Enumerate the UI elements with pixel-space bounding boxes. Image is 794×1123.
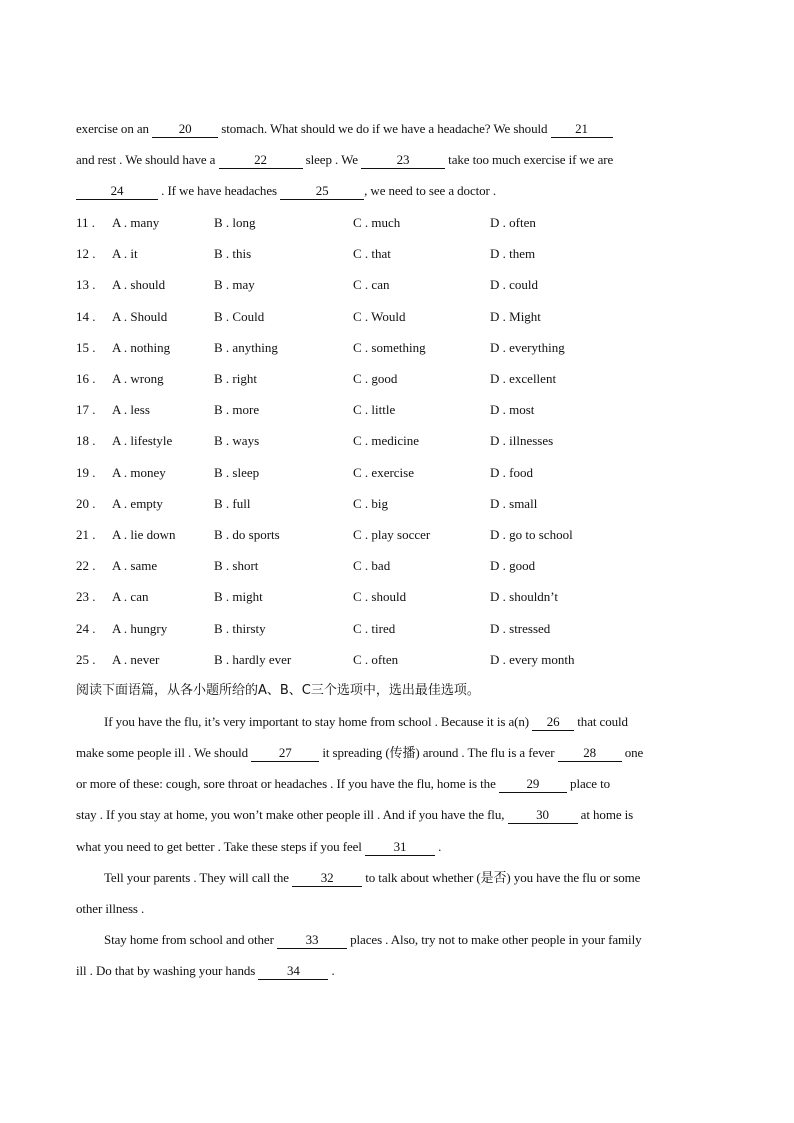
blank-27: 27 — [251, 745, 319, 762]
passage-text: place to — [566, 776, 611, 791]
option-a: A . Should — [112, 308, 168, 324]
option-b: B . hardly ever — [214, 651, 292, 667]
option-c: C . bad — [353, 558, 391, 574]
option-a: A . it — [112, 246, 138, 262]
question-row — [76, 306, 726, 328]
option-a: A . less — [112, 402, 150, 418]
option-c: C . play soccer — [353, 527, 431, 542]
passage-text: what you need to get better . Take these steps if you feel — [76, 839, 365, 854]
passage-line — [104, 928, 726, 952]
option-b: B . short — [214, 558, 259, 574]
option-b: B . Could — [214, 308, 265, 324]
blank-26: 26 — [532, 714, 574, 731]
passage-text: , we need to see a doctor . — [364, 183, 497, 198]
option-d: D . illnesses — [490, 433, 554, 449]
option-d: D . stressed — [490, 620, 551, 636]
option-d: D . good — [490, 558, 536, 574]
passage-text: or more of these: cough, sore throat or headaches . If you have the flu, home is the — [76, 776, 499, 791]
question-number: 17 . — [76, 402, 96, 418]
option-c: C . Would — [353, 308, 406, 324]
passage-line — [76, 772, 726, 796]
passage-text: exercise on an — [76, 121, 153, 136]
passage-text: . — [328, 963, 335, 978]
option-d: D . everything — [490, 339, 565, 355]
option-c: C . can — [353, 277, 390, 293]
blank-28: 28 — [558, 745, 622, 762]
passage-line — [76, 803, 726, 827]
blank-24: 24 — [76, 183, 158, 200]
blank-29: 29 — [499, 776, 567, 793]
passage-line — [76, 148, 726, 172]
blank-23: 23 — [361, 152, 445, 169]
option-c: C . should — [353, 589, 407, 605]
passage-text: ill . Do that by washing your hands — [76, 963, 259, 978]
option-b: B . may — [214, 277, 255, 293]
option-b: B . sleep — [214, 464, 260, 480]
passage-text: sleep . We — [302, 152, 362, 167]
question-number: 22 . — [76, 558, 96, 574]
option-c: C . good — [353, 371, 398, 386]
blank-34: 34 — [258, 963, 328, 980]
option-a: A . hungry — [112, 620, 168, 636]
question-number: 12 . — [76, 246, 96, 262]
option-a: A . never — [112, 651, 160, 667]
blank-32: 32 — [292, 870, 362, 887]
passage-line — [76, 835, 726, 859]
option-b: B . do sports — [214, 527, 280, 542]
question-number: 24 . — [76, 620, 96, 636]
option-c: C . exercise — [353, 464, 415, 480]
passage-text: it spreading (传播) around . The flu is a fever — [319, 745, 558, 760]
option-c: C . medicine — [353, 433, 420, 449]
passage-text: that could — [574, 714, 628, 729]
option-b: B . ways — [214, 433, 260, 449]
passage-line — [76, 741, 726, 765]
option-b: B . this — [214, 246, 252, 262]
option-d: D . could — [490, 277, 539, 293]
question-row — [76, 618, 726, 640]
question-row — [76, 274, 726, 296]
passage-text: . — [434, 839, 442, 854]
option-b: B . might — [214, 589, 263, 605]
option-d: D . Might — [490, 308, 541, 324]
option-a: A . lifestyle — [112, 433, 173, 449]
option-c: C . something — [353, 339, 426, 355]
question-number: 15 . — [76, 339, 96, 355]
question-row — [76, 524, 726, 546]
option-b: B . right — [214, 371, 257, 386]
question-row — [76, 337, 726, 359]
option-a: A . wrong — [112, 371, 164, 386]
question-number: 16 . — [76, 371, 96, 386]
option-a: A . nothing — [112, 339, 171, 355]
option-a: A . should — [112, 277, 166, 293]
option-d: D . often — [490, 215, 536, 230]
option-c: C . tired — [353, 620, 396, 636]
option-a: A . can — [112, 589, 149, 605]
passage-line — [76, 179, 726, 203]
option-b: B . anything — [214, 339, 278, 355]
section-instruction: 阅读下面语篇，从各小题所给的A、B、C三个选项中，选出最佳选项。 — [76, 683, 480, 698]
question-number: 19 . — [76, 464, 96, 480]
option-c: C . often — [353, 651, 399, 667]
option-b: B . full — [214, 495, 251, 511]
passage-text: one — [621, 745, 644, 760]
passage-text: . If we have headaches — [158, 183, 281, 198]
question-number: 13 . — [76, 277, 96, 293]
blank-25: 25 — [280, 183, 364, 200]
question-number: 11 . — [76, 215, 96, 230]
passage-text: other illness . — [76, 901, 145, 916]
option-d: D . excellent — [490, 371, 557, 386]
question-row — [76, 493, 726, 515]
option-c: C . little — [353, 402, 396, 418]
option-c: C . much — [353, 215, 401, 230]
option-b: B . thirsty — [214, 620, 266, 636]
option-b: B . more — [214, 402, 260, 418]
option-a: A . money — [112, 464, 166, 480]
question-number: 25 . — [76, 651, 96, 667]
blank-21: 21 — [551, 121, 613, 138]
question-row — [76, 555, 726, 577]
option-c: C . big — [353, 495, 389, 511]
question-row — [76, 212, 726, 234]
option-a: A . same — [112, 558, 158, 574]
passage-line — [76, 117, 726, 141]
question-row — [76, 430, 726, 452]
passage-text: places . Also, try not to make other people in your family — [347, 932, 642, 947]
blank-22: 22 — [219, 152, 303, 169]
question-number: 18 . — [76, 433, 96, 449]
passage-text: make some people ill . We should — [76, 745, 252, 760]
passage-text: take too much exercise if we are — [445, 152, 614, 167]
question-row — [76, 462, 726, 484]
passage-line — [76, 897, 726, 921]
question-row — [76, 368, 726, 390]
question-row — [76, 243, 726, 265]
question-number: 21 . — [76, 527, 96, 542]
passage-text: to talk about whether (是否) you have the flu or some — [362, 870, 641, 885]
option-d: D . food — [490, 464, 533, 480]
passage-text: stay . If you stay at home, you won’t make other people ill . And if you have the flu, — [76, 807, 508, 822]
option-a: A . many — [112, 215, 160, 230]
option-b: B . long — [214, 215, 256, 230]
passage-text: stomach. What should we do if we have a headache? We should — [218, 121, 551, 136]
blank-30: 30 — [508, 807, 578, 824]
question-row — [76, 399, 726, 421]
option-c: C . that — [353, 246, 391, 262]
passage-line — [104, 866, 726, 890]
option-d: D . every month — [490, 651, 575, 667]
question-number: 20 . — [76, 495, 96, 511]
question-row — [76, 649, 726, 671]
option-a: A . lie down — [112, 527, 176, 542]
option-d: D . shouldn’t — [490, 589, 559, 605]
option-d: D . them — [490, 246, 536, 262]
passage-line — [104, 710, 726, 734]
passage-text: and rest . We should have a — [76, 152, 219, 167]
blank-33: 33 — [277, 932, 347, 949]
passage-line — [76, 959, 726, 983]
blank-20: 20 — [152, 121, 218, 138]
question-number: 14 . — [76, 308, 96, 324]
option-d: D . most — [490, 402, 535, 418]
question-row — [76, 586, 726, 608]
passage-text: Tell your parents . They will call the — [104, 870, 293, 885]
passage-text: Stay home from school and other — [104, 932, 277, 947]
option-d: D . small — [490, 495, 538, 511]
blank-31: 31 — [365, 839, 435, 856]
passage-text: at home is — [577, 807, 634, 822]
question-number: 23 . — [76, 589, 96, 605]
passage-text: If you have the flu, it’s very important to stay home from school . Because it is a(n) — [104, 714, 533, 729]
option-a: A . empty — [112, 495, 163, 511]
option-d: D . go to school — [490, 527, 573, 542]
